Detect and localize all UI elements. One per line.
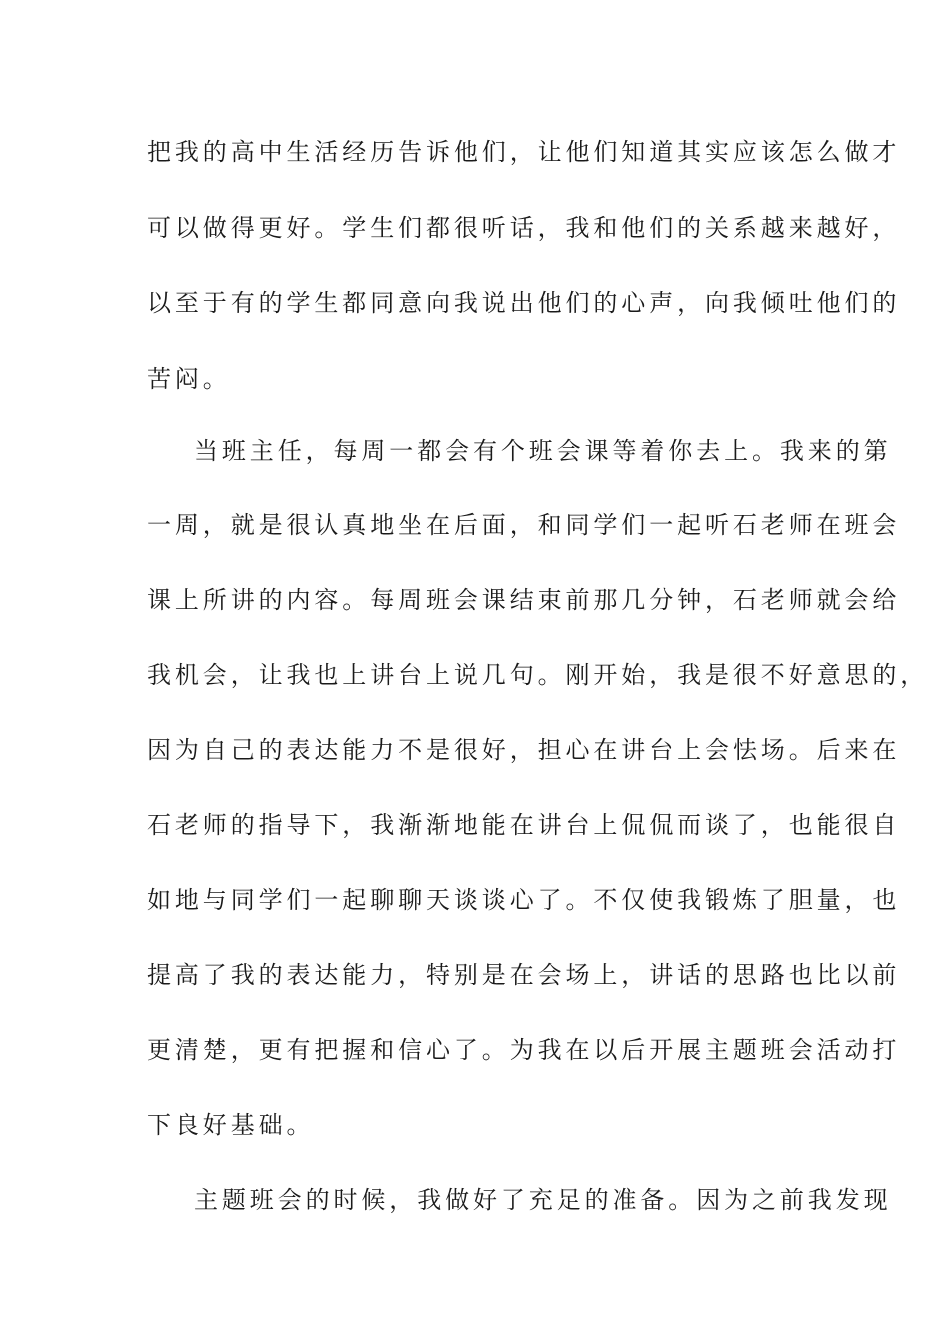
text-line: 因为自己的表达能力不是很好，担心在讲台上会怯场。后来在: [147, 736, 901, 764]
text-line: 更清楚，更有把握和信心了。为我在以后开展主题班会活动打: [147, 1036, 901, 1064]
text-line: 可以做得更好。学生们都很听话，我和他们的关系越来越好，: [147, 214, 901, 242]
paragraph-first-line: 主题班会的时候，我做好了充足的准备。因为之前我发现: [194, 1186, 892, 1214]
text-line: 提高了我的表达能力，特别是在会场上，讲话的思路也比以前: [147, 961, 901, 989]
paragraph-first-line: 当班主任，每周一都会有个班会课等着你去上。我来的第: [194, 437, 892, 465]
text-line: 下良好基础。: [147, 1111, 315, 1139]
text-line: 课上所讲的内容。每周班会课结束前那几分钟，石老师就会给: [147, 586, 901, 614]
text-line: 以至于有的学生都同意向我说出他们的心声，向我倾吐他们的: [147, 289, 901, 317]
text-line: 我机会，让我也上讲台上说几句。刚开始，我是很不好意思的，: [147, 661, 929, 689]
text-line: 苦闷。: [147, 365, 231, 393]
text-line: 把我的高中生活经历告诉他们，让他们知道其实应该怎么做才: [147, 138, 901, 166]
text-line: 石老师的指导下，我渐渐地能在讲台上侃侃而谈了，也能很自: [147, 811, 901, 839]
text-line: 一周，就是很认真地坐在后面，和同学们一起听石老师在班会: [147, 511, 901, 539]
text-line: 如地与同学们一起聊聊天谈谈心了。不仅使我锻炼了胆量，也: [147, 886, 901, 914]
